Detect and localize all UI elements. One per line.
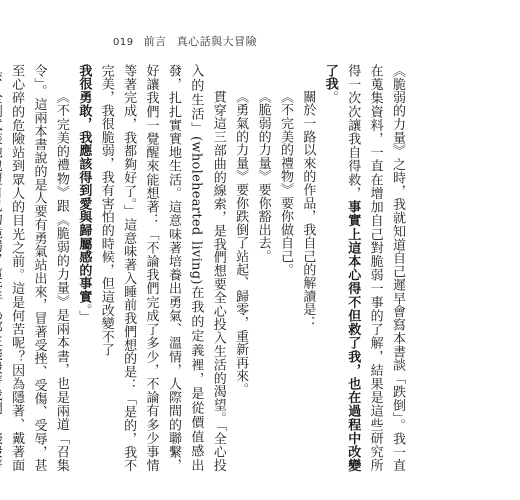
paragraph-8: 《不完美的禮物》跟《脆弱的力量》是兩本書，也是兩道「召集令」。這兩本書說的是人要有勇氣站出來，冒著受挫、受傷、受辱，甚至心碎的危險站到眾人的目光之前。這是何苦呢？因為隱著、戴著面 bbox=[9, 64, 69, 472]
paragraph-5: 《勇氣的力量》要你跌倒了站起、歸零，重新再來。 bbox=[233, 90, 249, 396]
body-text bbox=[9, 64, 408, 473]
paragraph-2: 關於一路以來的作品，我自己的解讀是： bbox=[300, 90, 316, 330]
page-number: 019 bbox=[113, 37, 134, 48]
paragraph-6: 貫穿這三部曲的線索，是我們想要全心投入生活的渴望。「全心投入的生活」(wholehearted living)在我的定義裡，是從價值感出發，扎扎實實地生活。這意味著培養出勇氣、溫情，人際間的聯繫，好讓我們一覺醒來能想著：「不論我們完成了多少，不論有多少事情等著完成，我都夠好了。」這意味著入睡前我們想的是：「是的，我不完美，我很脆弱，我有害怕的時候，但這改變不了 bbox=[98, 64, 226, 472]
chapter-title: 真心話與大冒險 bbox=[176, 35, 258, 48]
running-header bbox=[113, 33, 257, 49]
paragraph-3: 《不完美的禮物》要你做自己。 bbox=[277, 90, 293, 277]
chapter-label: 前言 bbox=[143, 35, 167, 48]
paragraph-7: 我很勇敢，我應該得到愛與歸屬感的事實。」 bbox=[76, 64, 92, 324]
paragraph-4: 《脆弱的力量》要你豁出去。 bbox=[255, 90, 271, 263]
paragraph-1: 《脆弱的力量》之時，我就知道自己遲早會寫本書談「跌倒」。我一直在蒐集資料，一直在增加自己對脆弱一事的了解，結果是這些研究所得一次次讓我自得救，事實上這本心得不但救了我，也在過程中改變了我。 bbox=[322, 64, 405, 473]
emphasis-text: 我很勇敢，我應該得到愛與歸屬感的事實 bbox=[76, 64, 92, 304]
emphasis-text: 事實上這本心得不但救了我，也在過程中改變了我 bbox=[322, 64, 361, 473]
